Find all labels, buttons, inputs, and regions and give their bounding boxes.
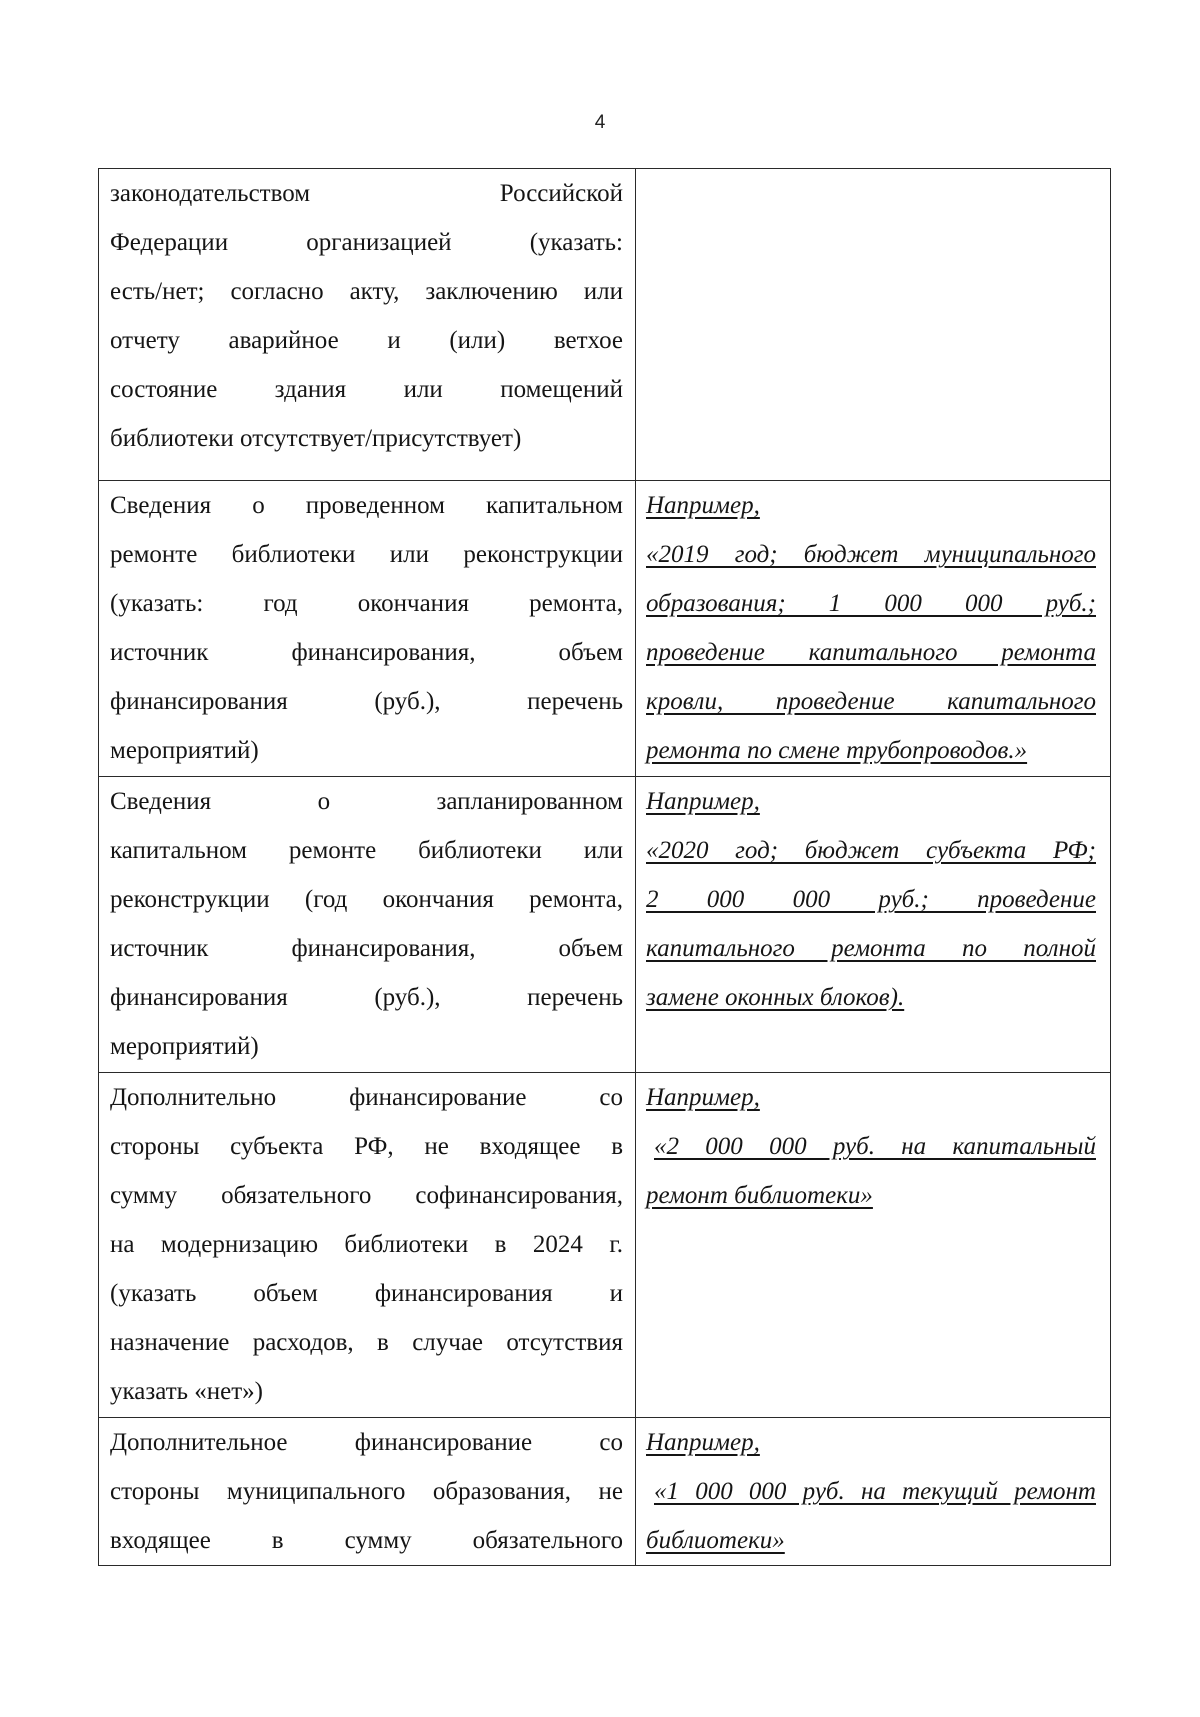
example-heading: Например, xyxy=(646,492,760,519)
criterion-cell xyxy=(99,481,636,777)
criterion-line: назначение расходов, в случае отсутствия xyxy=(110,1329,623,1356)
criterion-line: (указать: год окончания ремонта, xyxy=(110,590,623,617)
criterion-line: состояние здания или помещений xyxy=(110,376,623,403)
criterion-cell xyxy=(99,1418,636,1566)
example-line: ремонт библиотеки» xyxy=(646,1182,873,1209)
criterion-line: стороны муниципального образования, не xyxy=(110,1478,623,1505)
criterion-line: Федерации организацией (указать: xyxy=(110,229,623,256)
example-line: капитального ремонта по полной xyxy=(646,935,1096,962)
example-line: библиотеки» xyxy=(646,1527,785,1554)
example-cell xyxy=(636,1418,1111,1566)
table-row xyxy=(99,777,1111,1073)
example-line: «2 000 000 руб. на капитальный xyxy=(654,1133,1096,1160)
criterion-line: отчету аварийное и (или) ветхое xyxy=(110,327,623,354)
example-heading: Например, xyxy=(646,1084,760,1111)
criterion-line: стороны субъекта РФ, не входящее в xyxy=(110,1133,623,1160)
criterion-cell xyxy=(99,1073,636,1418)
criterion-line: на модернизацию библиотеки в 2024 г. xyxy=(110,1231,623,1258)
criterion-line: мероприятий) xyxy=(110,1033,259,1060)
criterion-line: Дополнительное финансирование со xyxy=(110,1429,623,1456)
example-heading: Например, xyxy=(646,1429,760,1456)
criterion-line: капитальном ремонте библиотеки или xyxy=(110,837,623,864)
criterion-line: реконструкции (год окончания ремонта, xyxy=(110,886,623,913)
criterion-line: законодательством Российской xyxy=(110,180,623,207)
example-line: замене оконных блоков). xyxy=(646,984,905,1011)
example-cell xyxy=(636,481,1111,777)
criterion-line: (указать объем финансирования и xyxy=(110,1280,623,1307)
example-line: «1 000 000 руб. на текущий ремонт xyxy=(654,1478,1096,1505)
criterion-line: финансирования (руб.), перечень xyxy=(110,688,623,715)
example-cell xyxy=(636,169,1111,481)
criterion-line: сумму обязательного софинансирования, xyxy=(110,1182,623,1209)
criterion-line: источник финансирования, объем xyxy=(110,639,623,666)
criterion-line: ремонте библиотеки или реконструкции xyxy=(110,541,623,568)
example-line: проведение капитального ремонта xyxy=(646,639,1096,666)
criterion-cell xyxy=(99,777,636,1073)
example-line: образования; 1 000 000 руб.; xyxy=(646,590,1096,617)
criterion-line: библиотеки отсутствует/присутствует) xyxy=(110,425,522,452)
page-number: 4 xyxy=(594,112,606,133)
requirements-table xyxy=(98,168,1111,1566)
example-cell xyxy=(636,1073,1111,1418)
example-line: ремонта по смене трубопроводов.» xyxy=(646,737,1028,764)
table-row xyxy=(99,1073,1111,1418)
criterion-line: есть/нет; согласно акту, заключению или xyxy=(110,278,623,305)
example-line: «2019 год; бюджет муниципального xyxy=(646,541,1096,568)
example-cell xyxy=(636,777,1111,1073)
criterion-line: Сведения о запланированном xyxy=(110,788,623,815)
criterion-line: Дополнительно финансирование со xyxy=(110,1084,623,1111)
criterion-line: Сведения о проведенном капитальном xyxy=(110,492,623,519)
table-row xyxy=(99,169,1111,481)
example-line: 2 000 000 руб.; проведение xyxy=(646,886,1096,913)
table-row xyxy=(99,481,1111,777)
criterion-line: финансирования (руб.), перечень xyxy=(110,984,623,1011)
example-line: кровли, проведение капитального xyxy=(646,688,1096,715)
example-line: «2020 год; бюджет субъекта РФ; xyxy=(646,837,1096,864)
criterion-line: источник финансирования, объем xyxy=(110,935,623,962)
criterion-line: указать «нет») xyxy=(110,1378,263,1405)
criterion-line: мероприятий) xyxy=(110,737,259,764)
example-heading: Например, xyxy=(646,788,760,815)
criterion-cell xyxy=(99,169,636,481)
table-row xyxy=(99,1418,1111,1566)
criterion-line: входящее в сумму обязательного xyxy=(110,1527,623,1554)
